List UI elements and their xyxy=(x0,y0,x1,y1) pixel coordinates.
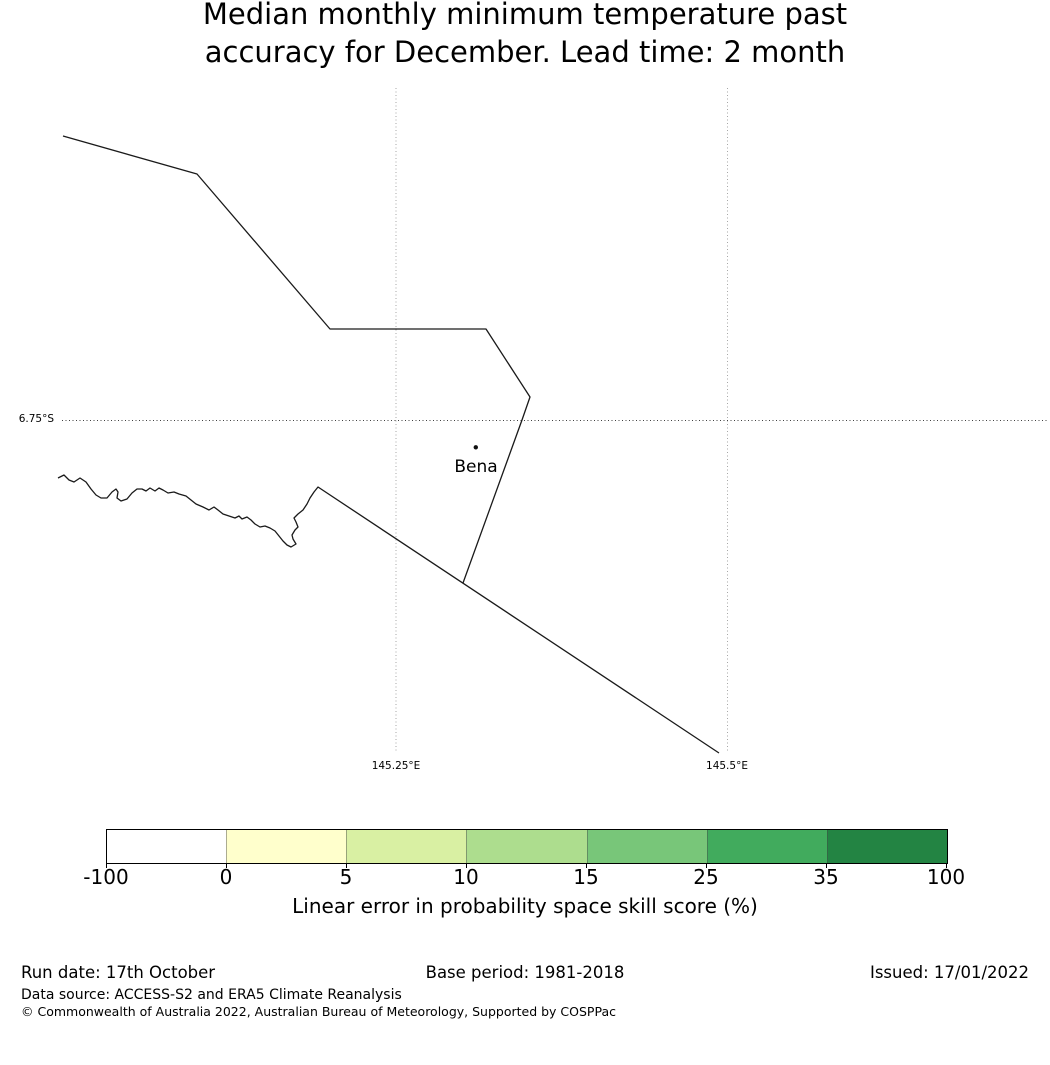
colorbar-ticklabel: 100 xyxy=(926,865,966,889)
place-label-bena: Bena xyxy=(454,457,498,477)
colorbar-segment-3 xyxy=(346,830,466,863)
colorbar-ticklabel: 10 xyxy=(453,865,479,889)
figure-title-line1: Median monthly minimum temperature past xyxy=(202,0,848,31)
bena-point-marker xyxy=(474,445,478,449)
colorbar-segment-2 xyxy=(226,830,346,863)
data-source-text: Data source: ACCESS-S2 and ERA5 Climate Reanalysis xyxy=(21,987,402,1003)
colorbar-ticklabel: 35 xyxy=(813,865,839,889)
copyright-text: © Commonwealth of Australia 2022, Australian Bureau of Meteorology, Supported by COSPPac xyxy=(21,1004,616,1019)
river-and-boundary-line-south xyxy=(58,475,719,753)
colorbar xyxy=(106,829,948,864)
colorbar-segment-7 xyxy=(827,830,947,863)
colorbar-axis-label: Linear error in probability space skill score (%) xyxy=(292,894,758,918)
colorbar-segment-4 xyxy=(466,830,586,863)
base-period-text: Base period: 1981-2018 xyxy=(425,963,625,982)
colorbar-ticklabel: -100 xyxy=(83,865,129,889)
colorbar-ticklabel: 0 xyxy=(219,865,233,889)
colorbar-ticklabel: 5 xyxy=(339,865,353,889)
lon-ticklabel-145-25e: 145.25°E xyxy=(371,760,421,772)
colorbar-segment-6 xyxy=(707,830,827,863)
figure-title-line2: accuracy for December. Lead time: 2 month xyxy=(204,34,846,69)
colorbar-segment-1 xyxy=(107,830,226,863)
issued-date-text: Issued: 17/01/2022 xyxy=(869,963,1029,982)
lat-ticklabel-6-75s: 6.75°S xyxy=(18,413,54,425)
colorbar-ticklabel: 25 xyxy=(693,865,719,889)
colorbar-ticklabel: 15 xyxy=(573,865,599,889)
run-date-text: Run date: 17th October xyxy=(21,963,216,982)
lon-ticklabel-145-5e: 145.5°E xyxy=(706,760,748,772)
colorbar-segment-5 xyxy=(587,830,707,863)
